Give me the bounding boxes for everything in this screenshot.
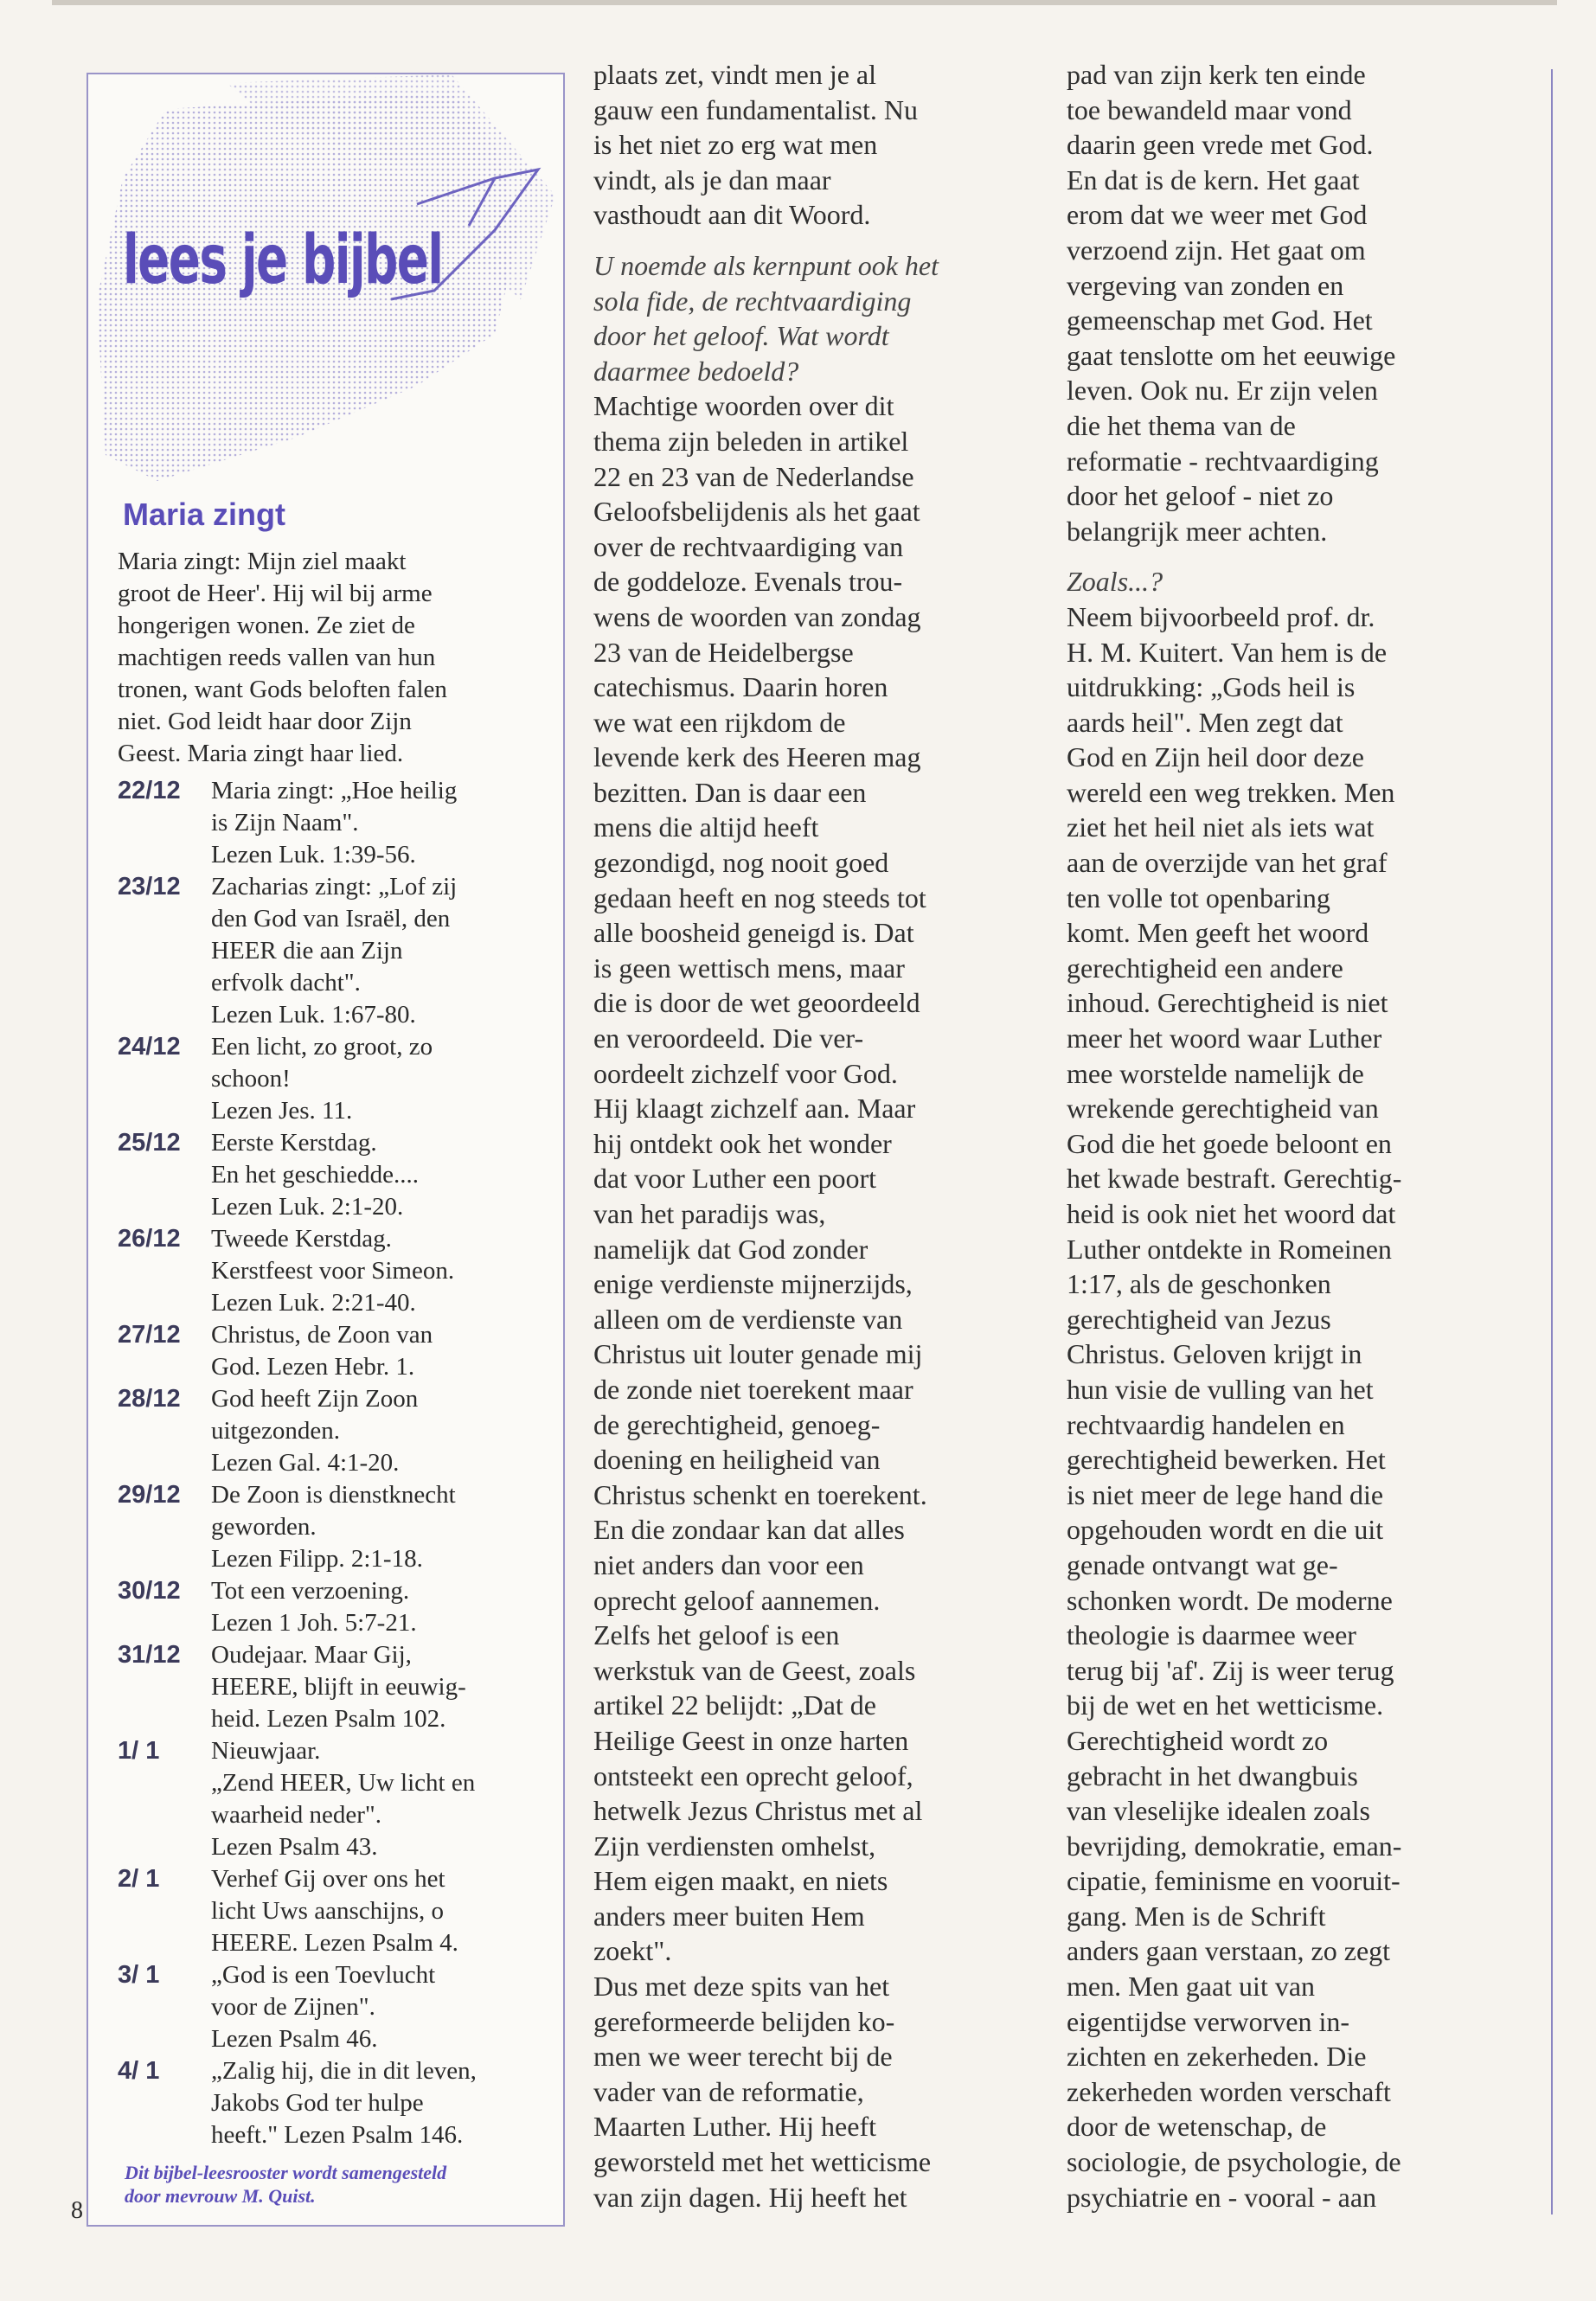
schedule-entry xyxy=(118,1735,559,1863)
text-line: schonken wordt. De moderne xyxy=(1067,1584,1393,1616)
text-line: verzoend zijn. Het gaat om xyxy=(1067,234,1366,266)
text-line: hij ontdekt ook het wonder xyxy=(593,1127,892,1159)
text-line: het kwade bestraft. Gerechtig- xyxy=(1067,1163,1402,1195)
schedule-entry xyxy=(118,1127,559,1223)
entry-line: Tweede Kerstdag. xyxy=(211,1225,392,1253)
entry-text xyxy=(211,2055,559,2151)
schedule-entry xyxy=(118,1223,559,1319)
text-line: door het geloof - niet zo xyxy=(1067,480,1334,512)
text-line: door het geloof. Wat wordt xyxy=(593,320,889,352)
text-line: die is door de wet geoordeeld xyxy=(593,987,920,1019)
text-line: Christus. Geloven krijgt in xyxy=(1067,1338,1362,1370)
text-line: En die zondaar kan dat alles xyxy=(593,1514,905,1546)
entry-date: 24/12 xyxy=(118,1033,181,1061)
article-paragraph xyxy=(593,57,1035,233)
entry-date: 30/12 xyxy=(118,1577,181,1605)
text-line: Hij klaagt zichzelf aan. Maar xyxy=(593,1093,916,1125)
text-line: ziet het heil niet als iets wat xyxy=(1067,811,1375,843)
entry-line: Tot een verzoening. xyxy=(211,1577,410,1605)
entry-line: uitgezonden. xyxy=(211,1417,340,1445)
entry-line: erfvolk dacht". xyxy=(211,969,361,997)
entry-date: 31/12 xyxy=(118,1641,181,1669)
text-line: gemeenschap met God. Het xyxy=(1067,304,1373,336)
entry-line: Lezen 1 Joh. 5:7-21. xyxy=(211,1609,417,1637)
schedule-entry xyxy=(118,1319,559,1383)
text-line: gedaan heeft en nog steeds tot xyxy=(593,881,926,913)
text-line: daarmee bedoeld? xyxy=(593,355,799,387)
entry-date: 29/12 xyxy=(118,1481,181,1509)
section-intro xyxy=(118,546,550,770)
text-line: 22 en 23 van de Nederlandse xyxy=(593,460,914,492)
entry-line: schoon! xyxy=(211,1065,291,1093)
schedule-entry xyxy=(118,871,559,1031)
entry-line: HEER die aan Zijn xyxy=(211,937,403,965)
text-line: ten volle tot openbaring xyxy=(1067,881,1330,913)
text-line: artikel 22 belijdt: „Dat de xyxy=(593,1689,876,1721)
text-line: dat voor Luther een poort xyxy=(593,1163,876,1195)
text-line: terug bij 'af'. Zij is weer terug xyxy=(1067,1654,1394,1686)
text-line: wens de woorden van zondag xyxy=(593,600,921,632)
entry-text xyxy=(211,1735,559,1863)
text-line: bevrijding, demokratie, eman- xyxy=(1067,1830,1402,1862)
entry-date: 23/12 xyxy=(118,873,181,901)
page-number: 8 xyxy=(71,2197,83,2224)
text-line: meer het woord waar Luther xyxy=(1067,1022,1382,1054)
text-line: erom dat we weer met God xyxy=(1067,199,1368,231)
section-title: Maria zingt xyxy=(123,497,286,532)
text-line: sola fide, de rechtvaardiging xyxy=(593,285,912,317)
entry-line: „God is een Toevlucht xyxy=(211,1961,436,1989)
text-line: rechtvaardig handelen en xyxy=(1067,1408,1345,1440)
text-line: en veroordeeld. Die ver- xyxy=(593,1022,864,1054)
text-line: H. M. Kuitert. Van hem is de xyxy=(1067,636,1388,668)
text-line: Luther ontdekte in Romeinen xyxy=(1067,1233,1392,1265)
text-line: we wat een rijkdom de xyxy=(593,706,846,738)
text-line: cipatie, feminisme en vooruit- xyxy=(1067,1865,1401,1897)
schedule-entry xyxy=(118,2055,559,2151)
entry-line: Lezen Psalm 43. xyxy=(211,1833,378,1861)
entry-line: voor de Zijnen". xyxy=(211,1993,375,2021)
text-line: Dus met deze spits van het xyxy=(593,1971,890,2003)
text-line: van vleselijke idealen zoals xyxy=(1067,1795,1370,1827)
text-line: bezitten. Dan is daar een xyxy=(593,776,867,808)
entry-text xyxy=(211,1863,559,1959)
schedule-entry xyxy=(118,775,559,871)
entry-text xyxy=(211,1319,559,1383)
text-line: sociologie, de psychologie, de xyxy=(1067,2146,1401,2178)
text-line: vergeving van zonden en xyxy=(1067,269,1344,301)
text-line: van het paradijs was, xyxy=(593,1198,826,1229)
text-line: plaats zet, vindt men je al xyxy=(593,59,876,90)
entry-line: God. Lezen Hebr. 1. xyxy=(211,1353,415,1381)
entry-date: 1/ 1 xyxy=(118,1737,160,1765)
intro-line: tronen, want Gods beloften falen xyxy=(118,676,447,703)
entry-text xyxy=(211,1575,559,1639)
entry-line: „Zend HEER, Uw licht en xyxy=(211,1769,476,1797)
text-line: Machtige woorden over dit xyxy=(593,390,894,422)
text-line: vindt, als je dan maar xyxy=(593,163,831,195)
text-line: Maarten Luther. Hij heeft xyxy=(593,2111,876,2143)
credit-line: Dit bijbel-leesrooster wordt samengesteld xyxy=(125,2162,447,2183)
entry-date: 27/12 xyxy=(118,1321,181,1349)
text-line: daarin geen vrede met God. xyxy=(1067,129,1374,161)
text-line: is het niet zo erg wat men xyxy=(593,129,878,161)
article-paragraph xyxy=(1067,599,1499,2214)
text-line: werkstuk van de Geest, zoals xyxy=(593,1654,916,1686)
entry-line: Jakobs God ter hulpe xyxy=(211,2089,424,2117)
entry-text xyxy=(211,871,559,1031)
text-line: opgehouden wordt en die uit xyxy=(1067,1514,1384,1546)
entry-line: Lezen Luk. 1:39-56. xyxy=(211,841,416,868)
text-line: gerechtigheid van Jezus xyxy=(1067,1303,1331,1335)
schedule-entry xyxy=(118,1863,559,1959)
schedule-entry xyxy=(118,1031,559,1127)
text-line: oprecht geloof aannemen. xyxy=(593,1584,881,1616)
entry-line: Lezen Gal. 4:1-20. xyxy=(211,1449,400,1477)
text-line: aan de overzijde van het graf xyxy=(1067,847,1388,879)
entry-line: Een licht, zo groot, zo xyxy=(211,1033,433,1061)
text-line: levende kerk des Heeren mag xyxy=(593,741,921,773)
text-line: doening en heiligheid van xyxy=(593,1444,881,1476)
text-line: komt. Men geeft het woord xyxy=(1067,917,1369,949)
entry-text xyxy=(211,1639,559,1735)
text-line: gauw een fundamentalist. Nu xyxy=(593,93,918,125)
text-line: anders gaan verstaan, zo zegt xyxy=(1067,1935,1391,1967)
text-line: Gerechtigheid wordt zo xyxy=(1067,1724,1329,1756)
text-line: van zijn dagen. Hij heeft het xyxy=(593,2181,907,2213)
text-line: is geen wettisch mens, maar xyxy=(593,952,905,984)
text-line: Zoals...? xyxy=(1067,566,1163,598)
entry-line: Lezen Luk. 1:67-80. xyxy=(211,1001,416,1029)
header-graphic xyxy=(88,74,567,485)
entry-line: Verhef Gij over ons het xyxy=(211,1865,445,1893)
text-line: Christus uit louter genade mij xyxy=(593,1338,923,1370)
text-line: Heilige Geest in onze harten xyxy=(593,1724,909,1756)
text-line: Zelfs het geloof is een xyxy=(593,1619,840,1651)
entry-date: 3/ 1 xyxy=(118,1961,160,1989)
text-line: Christus schenkt en toerekent. xyxy=(593,1478,927,1510)
text-line: gebracht in het dwangbuis xyxy=(1067,1759,1358,1791)
entry-line: De Zoon is dienstknecht xyxy=(211,1481,456,1509)
entry-text xyxy=(211,1959,559,2055)
entry-line: Zacharias zingt: „Lof zij xyxy=(211,873,458,901)
text-line: alle boosheid geneigd is. Dat xyxy=(593,917,914,949)
text-line: oordeelt zichzelf voor God. xyxy=(593,1057,898,1089)
intro-line: Geest. Maria zingt haar lied. xyxy=(118,740,404,767)
text-line: heid is ook niet het woord dat xyxy=(1067,1198,1396,1229)
text-line: vader van de reformatie, xyxy=(593,2075,864,2107)
text-line: gaat tenslotte om het eeuwige xyxy=(1067,339,1396,371)
text-line: inhoud. Gerechtigheid is niet xyxy=(1067,987,1388,1019)
schedule-credit xyxy=(125,2161,557,2208)
entry-text xyxy=(211,775,559,871)
text-line: ontsteekt een oprecht geloof, xyxy=(593,1759,913,1791)
lees-je-bijbel-title: lees je bijbel xyxy=(123,221,443,299)
entry-line: Lezen Filipp. 2:1-18. xyxy=(211,1545,423,1573)
text-line: eigentijdse verworven in- xyxy=(1067,2005,1349,2037)
text-line: geworsteld met het wetticisme xyxy=(593,2146,932,2178)
text-line: de goddeloze. Evenals trou- xyxy=(593,566,903,598)
text-line: mee worstelde namelijk de xyxy=(1067,1057,1364,1089)
text-line: zoekt". xyxy=(593,1935,672,1967)
reading-schedule-list xyxy=(118,775,559,2151)
text-line: zekerheden worden verschaft xyxy=(1067,2075,1391,2107)
text-line: men we weer terecht bij de xyxy=(593,2041,893,2073)
entry-line: Nieuwjaar. xyxy=(211,1737,321,1765)
entry-line: HEERE. Lezen Psalm 4. xyxy=(211,1929,458,1957)
entry-line: HEERE, blijft in eeuwig- xyxy=(211,1673,466,1701)
text-line: alleen om de verdienste van xyxy=(593,1303,903,1335)
text-line: U noemde als kernpunt ook het xyxy=(593,249,939,281)
reading-schedule-box xyxy=(87,73,565,2227)
entry-line: Lezen Psalm 46. xyxy=(211,2025,378,2053)
text-line: hetwelk Jezus Christus met al xyxy=(593,1795,923,1827)
entry-line: heid. Lezen Psalm 102. xyxy=(211,1705,446,1733)
text-line: de gerechtigheid, genoeg- xyxy=(593,1408,881,1440)
text-line: Geloofsbelijdenis als het gaat xyxy=(593,496,920,528)
entry-line: waarheid neder". xyxy=(211,1801,382,1829)
schedule-entry xyxy=(118,1959,559,2055)
entry-date: 22/12 xyxy=(118,777,181,804)
text-line: uitdrukking: „Gods heil is xyxy=(1067,671,1356,703)
entry-line: Christus, de Zoon van xyxy=(211,1321,433,1349)
entry-line: den God van Israël, den xyxy=(211,905,451,933)
entry-line: heeft." Lezen Psalm 146. xyxy=(211,2121,464,2149)
entry-line: God heeft Zijn Zoon xyxy=(211,1385,419,1413)
intro-line: niet. God leidt haar door Zijn xyxy=(118,708,412,735)
intro-line: hongerigen wonen. Ze ziet de xyxy=(118,612,415,639)
schedule-entry xyxy=(118,1383,559,1479)
intro-line: groot de Heer'. Hij wil bij arme xyxy=(118,580,433,607)
text-line: hun visie de vulling van het xyxy=(1067,1373,1374,1405)
text-line: Hem eigen maakt, en niets xyxy=(593,1865,888,1897)
entry-date: 2/ 1 xyxy=(118,1865,160,1893)
entry-line: is Zijn Naam". xyxy=(211,809,359,836)
entry-line: Lezen Jes. 11. xyxy=(211,1097,353,1125)
text-line: gereformeerde belijden ko- xyxy=(593,2005,895,2037)
text-line: bij de wet en het wetticisme. xyxy=(1067,1689,1384,1721)
article-paragraph xyxy=(1067,57,1499,548)
text-line: 23 van de Heidelbergse xyxy=(593,636,854,668)
text-line: catechismus. Daarin horen xyxy=(593,671,888,703)
text-line: En dat is de kern. Het gaat xyxy=(1067,163,1360,195)
entry-date: 28/12 xyxy=(118,1385,181,1413)
text-line: thema zijn beleden in artikel xyxy=(593,425,909,457)
entry-line: Oudejaar. Maar Gij, xyxy=(211,1641,412,1669)
intro-line: machtigen reeds vallen van hun xyxy=(118,644,436,671)
interview-question xyxy=(593,248,1035,388)
text-line: men. Men gaat uit van xyxy=(1067,1971,1316,2003)
text-line: vasthoudt aan dit Woord. xyxy=(593,199,871,231)
column-rule xyxy=(1551,69,1553,2214)
entry-line: licht Uws aanschijns, o xyxy=(211,1897,445,1925)
credit-line: door mevrouw M. Quist. xyxy=(125,2185,316,2207)
text-line: gang. Men is de Schrift xyxy=(1067,1900,1326,1932)
interview-question xyxy=(1067,564,1499,599)
entry-line: „Zalig hij, die in dit leven, xyxy=(211,2057,477,2085)
article-column-2 xyxy=(1067,57,1499,2214)
entry-line: geworden. xyxy=(211,1513,317,1541)
entry-date: 25/12 xyxy=(118,1129,181,1157)
article-column-1 xyxy=(593,57,1035,2214)
text-line: over de rechtvaardiging van xyxy=(593,530,904,562)
text-line: gerechtigheid een andere xyxy=(1067,952,1343,984)
entry-date: 26/12 xyxy=(118,1225,181,1253)
entry-line: Lezen Luk. 2:21-40. xyxy=(211,1289,416,1317)
entry-line: Kerstfeest voor Simeon. xyxy=(211,1257,455,1285)
text-line: Zijn verdiensten omhelst, xyxy=(593,1830,876,1862)
entry-line: En het geschiedde.... xyxy=(211,1161,419,1189)
text-line: niet anders dan voor een xyxy=(593,1548,864,1580)
entry-text xyxy=(211,1127,559,1223)
text-line: genade ontvangt wat ge- xyxy=(1067,1548,1338,1580)
entry-text xyxy=(211,1031,559,1127)
text-line: God en Zijn heil door deze xyxy=(1067,741,1364,773)
entry-line: Eerste Kerstdag. xyxy=(211,1129,377,1157)
text-line: 1:17, als de geschonken xyxy=(1067,1268,1331,1300)
text-line: wrekende gerechtigheid van xyxy=(1067,1093,1379,1125)
text-line: theologie is daarmee weer xyxy=(1067,1619,1356,1651)
text-line: zichten en zekerheden. Die xyxy=(1067,2041,1367,2073)
schedule-entry xyxy=(118,1479,559,1575)
text-line: God die het goede beloont en xyxy=(1067,1127,1392,1159)
entry-text xyxy=(211,1479,559,1575)
text-line: belangrijk meer achten. xyxy=(1067,515,1328,547)
entry-text xyxy=(211,1383,559,1479)
text-line: psychiatrie en - vooral - aan xyxy=(1067,2181,1377,2213)
text-line: gezondigd, nog nooit goed xyxy=(593,847,889,879)
entry-date: 4/ 1 xyxy=(118,2057,160,2085)
text-line: mens die altijd heeft xyxy=(593,811,819,843)
text-line: die het thema van de xyxy=(1067,409,1296,441)
text-line: door de wetenschap, de xyxy=(1067,2111,1327,2143)
top-edge-line xyxy=(52,0,1557,5)
text-line: toe bewandeld maar vond xyxy=(1067,93,1352,125)
text-line: aards heil". Men zegt dat xyxy=(1067,706,1343,738)
entry-line: Lezen Luk. 2:1-20. xyxy=(211,1193,404,1221)
text-line: reformatie - rechtvaardiging xyxy=(1067,445,1379,477)
schedule-entry xyxy=(118,1639,559,1735)
text-line: is niet meer de lege hand die xyxy=(1067,1478,1384,1510)
intro-line: Maria zingt: Mijn ziel maakt xyxy=(118,548,407,575)
text-line: enige verdienste mijnerzijds, xyxy=(593,1268,913,1300)
text-line: namelijk dat God zonder xyxy=(593,1233,869,1265)
schedule-entry xyxy=(118,1575,559,1639)
text-line: de zonde niet toerekent maar xyxy=(593,1373,913,1405)
text-line: Neem bijvoorbeeld prof. dr. xyxy=(1067,600,1375,632)
text-line: gerechtigheid bewerken. Het xyxy=(1067,1444,1386,1476)
text-line: anders meer buiten Hem xyxy=(593,1900,865,1932)
text-line: wereld een weg trekken. Men xyxy=(1067,776,1395,808)
entry-line: Maria zingt: „Hoe heilig xyxy=(211,777,458,804)
text-line: pad van zijn kerk ten einde xyxy=(1067,59,1366,90)
text-line: leven. Ook nu. Er zijn velen xyxy=(1067,375,1378,407)
article-paragraph xyxy=(593,388,1035,2214)
entry-text xyxy=(211,1223,559,1319)
